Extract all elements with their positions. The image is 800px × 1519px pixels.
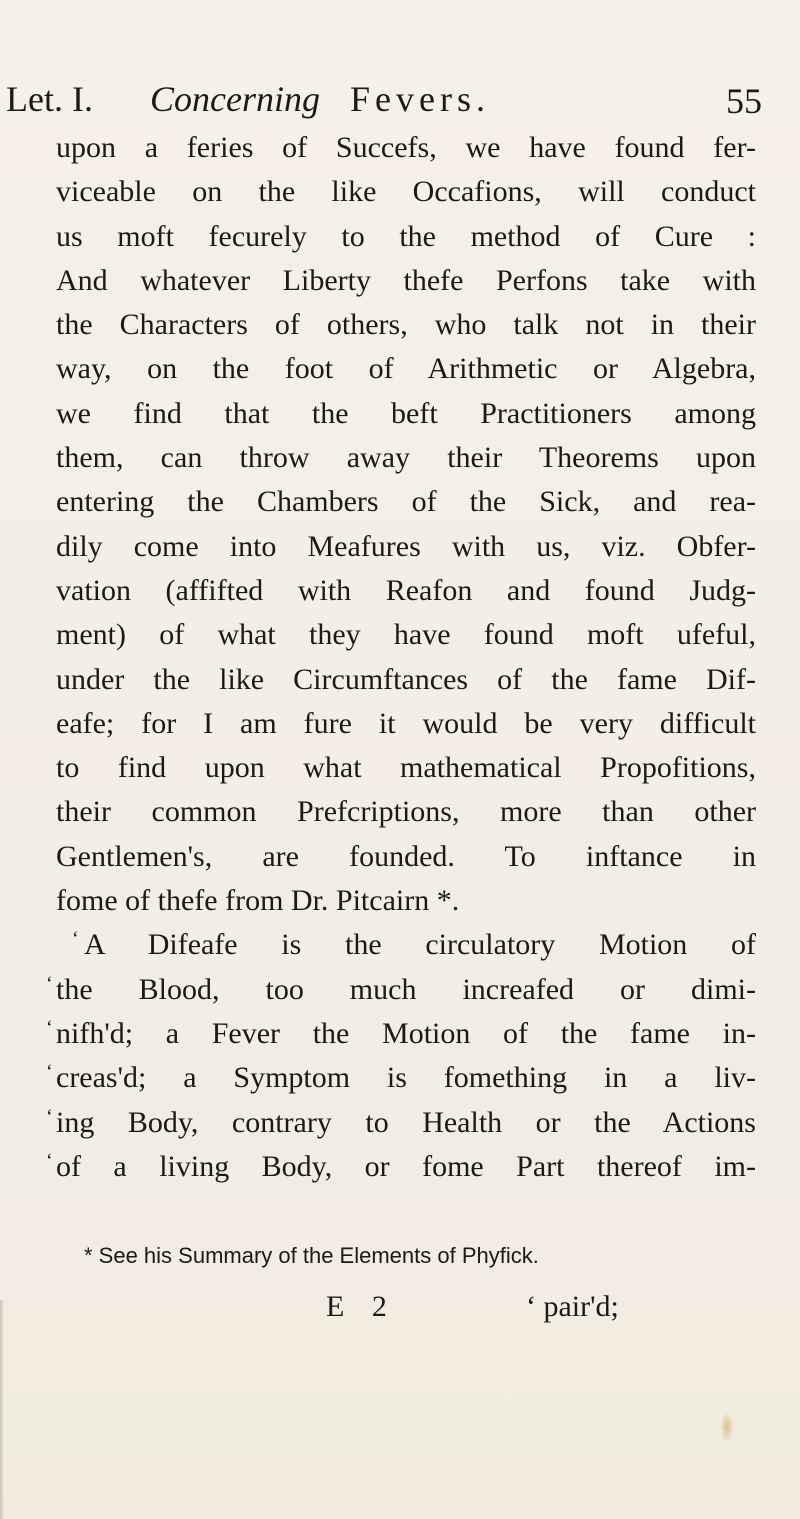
quotation-block	[46, 968, 756, 1012]
page-footer	[0, 1290, 800, 1330]
text-line: fome of thefe from Dr. Pitcairn *.	[56, 884, 460, 918]
text-line: to find upon what mathematical Propofitions,	[56, 751, 756, 785]
quote-line: the Blood, too much increafed or dimi-	[56, 972, 756, 1006]
quotation-block	[46, 1012, 756, 1056]
text-line: way, on the foot of Arithmetic or Algebra,	[56, 352, 756, 386]
quote-line: nifh'd; a Fever the Motion of the fame in-	[56, 1016, 756, 1050]
quote-mark: ‘	[46, 1149, 53, 1172]
quote-line: ing Body, contrary to Health or the Actions	[56, 1105, 756, 1139]
quote-line: A Difeafe is the circulatory Motion of	[84, 928, 756, 962]
text-line: their common Prefcriptions, more than other	[56, 795, 756, 829]
header-title: Fevers.	[350, 79, 490, 119]
quote-mark: ‘	[72, 928, 79, 951]
text-line: ment) of what they have found moft ufeful,	[56, 618, 756, 652]
text-line: upon a feries of Succefs, we have found fer-	[56, 131, 756, 164]
text-line: under the like Circumftances of the fame Dif-	[56, 662, 756, 696]
quote-line: creas'd; a Symptom is fomething in a liv-	[56, 1061, 756, 1095]
paper-stain	[720, 1412, 734, 1442]
text-line: we find that the beft Practitioners among	[56, 396, 756, 430]
catchword: ‘ pair'd;	[526, 1290, 619, 1323]
running-header	[0, 78, 800, 128]
text-line: Gentlemen's, are founded. To inftance in	[56, 839, 756, 873]
text-line: them, can throw away their Theorems upon	[56, 441, 756, 475]
text-line: dily come into Meafures with us, viz. Obfer-	[56, 529, 756, 563]
quote-mark: ‘	[46, 1016, 53, 1039]
quote-mark: ‘	[46, 1105, 53, 1128]
text-line: us moft fecurely to the method of Cure :	[56, 219, 756, 253]
quote-mark: ‘	[46, 972, 53, 995]
quotation-block	[46, 1145, 756, 1189]
quotation-block	[46, 1101, 756, 1145]
page-edge-shadow	[0, 1300, 4, 1519]
text-line: And whatever Liberty thefe Perfons take with	[56, 263, 756, 297]
body-text	[46, 126, 756, 1189]
quote-line: of a living Body, or fome Part thereof im-	[56, 1149, 756, 1183]
text-line: vation (affifted with Reafon and found Judg-	[56, 573, 756, 607]
text-line: viceable on the like Occafions, will conduct	[56, 175, 756, 209]
header-concerning: Concerning	[150, 79, 320, 119]
quote-mark: ‘	[46, 1061, 53, 1084]
page-number: 55	[726, 81, 762, 121]
letter-number: Let. I.	[6, 79, 93, 119]
quotation-block	[46, 1056, 756, 1100]
signature-mark: E 2	[326, 1290, 397, 1323]
text-line: entering the Chambers of the Sick, and rea-	[56, 485, 756, 519]
text-line: the Characters of others, who talk not in their	[56, 308, 756, 342]
text-line: eafe; for I am fure it would be very difficult	[56, 706, 756, 740]
footnote: * See his Summary of the Elements of Phyfick.	[84, 1243, 539, 1268]
quotation-block	[56, 923, 756, 967]
